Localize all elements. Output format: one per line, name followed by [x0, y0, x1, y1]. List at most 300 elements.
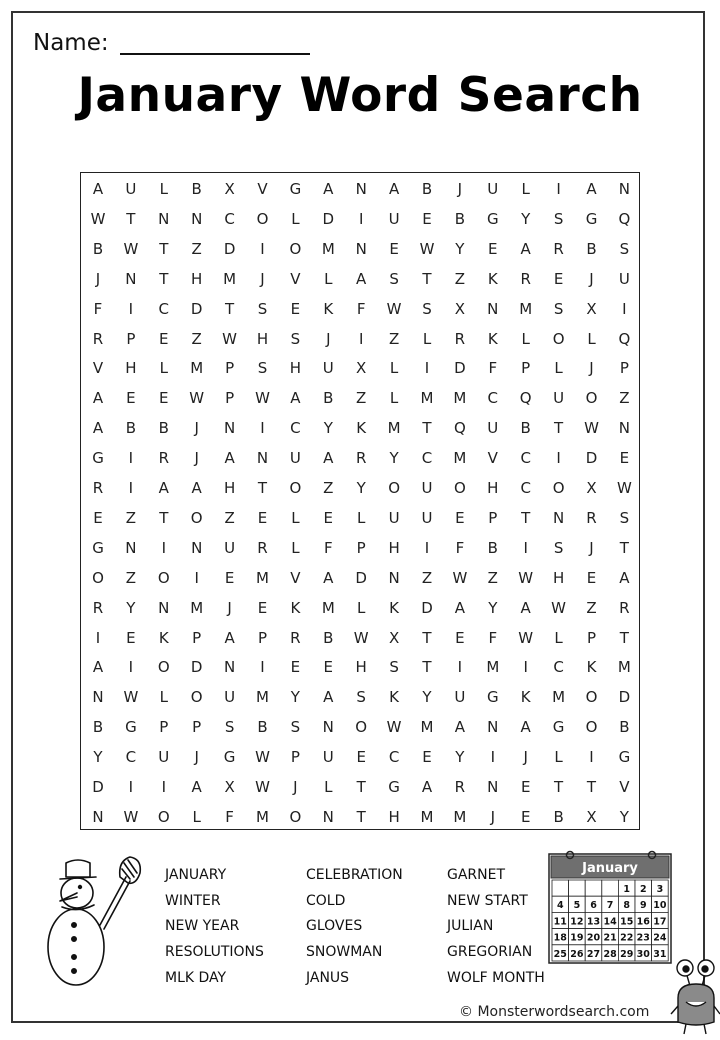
grid-letter: L — [159, 180, 168, 198]
grid-letter: W — [584, 419, 599, 438]
grid-letter: A — [356, 269, 367, 288]
grid-letter: I — [556, 180, 561, 198]
grid-letter: N — [618, 180, 630, 198]
grid-letter: C — [290, 419, 301, 438]
grid-letter: D — [355, 568, 367, 587]
grid-letter: O — [289, 479, 302, 497]
grid-letter: Z — [125, 508, 137, 527]
grid-letter: U — [322, 359, 334, 378]
grid-letter: B — [487, 538, 498, 557]
calendar-day: 30 — [636, 948, 650, 960]
grid-letter: R — [586, 508, 597, 527]
grid-letter: O — [256, 209, 269, 228]
grid-letter: X — [586, 479, 597, 497]
grid-letter: H — [355, 658, 367, 677]
grid-letter: W — [123, 807, 139, 826]
calendar-day: 6 — [590, 900, 597, 912]
grid-letter: I — [260, 419, 265, 438]
grid-letter: C — [224, 209, 235, 228]
grid-letter: B — [586, 239, 597, 258]
calendar-day: 12 — [570, 916, 584, 928]
grid-letter: R — [619, 598, 630, 617]
grid-letter: L — [357, 598, 366, 617]
grid-letter: I — [622, 299, 627, 318]
grid-letter: D — [223, 239, 236, 258]
calendar-cell — [569, 880, 586, 896]
grid-letter: Z — [356, 389, 367, 408]
grid-letter: E — [520, 807, 531, 826]
grid-letter: R — [520, 269, 531, 288]
grid-letter: Q — [618, 209, 631, 228]
grid-letter: E — [126, 389, 136, 408]
calendar-day: 9 — [639, 900, 647, 912]
grid-letter: A — [323, 568, 334, 587]
grid-letter: M — [321, 598, 335, 617]
grid-letter: I — [128, 658, 134, 677]
grid-letter: E — [520, 778, 531, 796]
grid-letter: P — [257, 628, 268, 647]
grid-letter: I — [358, 329, 364, 348]
grid-letter: A — [520, 718, 531, 737]
grid-letter: O — [157, 568, 170, 587]
grid-letter: M — [387, 419, 401, 438]
grid-letter: S — [553, 538, 564, 557]
grid-letter: B — [553, 807, 564, 826]
grid-letter: Z — [191, 329, 202, 348]
grid-letter: N — [158, 598, 170, 617]
grid-letter: M — [420, 807, 434, 826]
grid-letter: L — [554, 748, 563, 767]
calendar-day: 3 — [656, 884, 664, 895]
calendar-cell — [552, 880, 569, 896]
grid-letter: B — [191, 180, 202, 198]
grid-letter: O — [190, 688, 203, 707]
grid-letter: Z — [586, 598, 597, 617]
grid-letter: I — [424, 538, 430, 557]
grid-letter: N — [355, 239, 367, 258]
grid-letter: N — [158, 209, 170, 228]
grid-letter: T — [126, 209, 136, 228]
grid-letter: M — [453, 389, 467, 408]
grid-letter: A — [454, 718, 466, 737]
word-item: GARNET — [447, 867, 506, 883]
grid-letter: J — [589, 359, 594, 378]
grid-letter: J — [194, 419, 199, 438]
grid-letter: S — [553, 299, 564, 318]
grid-letter: W — [189, 389, 205, 408]
grid-letter: D — [421, 598, 433, 617]
grid-letter: V — [487, 449, 498, 468]
grid-letter: E — [455, 508, 465, 527]
grid-letter: D — [92, 778, 104, 796]
word-item: SNOWMAN — [306, 944, 383, 961]
word-item: JANUS — [306, 969, 350, 986]
grid-letter: X — [586, 299, 597, 318]
grid-letter: S — [290, 718, 301, 737]
grid-letter: Y — [455, 239, 465, 258]
grid-letter: K — [356, 419, 367, 438]
grid-letter: G — [618, 748, 631, 767]
grid-letter: A — [224, 628, 235, 647]
calendar-day: 14 — [603, 916, 617, 928]
grid-letter: H — [256, 329, 269, 348]
grid-letter: Y — [126, 598, 136, 617]
grid-letter: S — [290, 329, 301, 348]
grid-letter: X — [224, 180, 235, 198]
grid-letter: W — [518, 568, 534, 587]
grid-letter: S — [389, 658, 399, 677]
grid-letter: P — [159, 718, 169, 737]
grid-letter: K — [586, 658, 597, 677]
grid-letter: A — [92, 180, 104, 198]
grid-letter: B — [619, 718, 630, 737]
grid-letter: K — [389, 598, 400, 617]
grid-letter: I — [128, 299, 134, 318]
grid-letter: E — [323, 508, 334, 527]
grid-letter: C — [388, 748, 400, 767]
grid-letter: E — [126, 628, 136, 647]
name-blank-line — [120, 53, 310, 55]
grid-letter: P — [290, 748, 300, 767]
grid-letter: C — [553, 658, 564, 677]
grid-letter: R — [257, 538, 268, 557]
grid-letter: U — [487, 180, 499, 198]
grid-letter: E — [422, 209, 432, 228]
grid-letter: L — [291, 508, 300, 527]
grid-letter: G — [125, 718, 137, 737]
grid-letter: E — [586, 568, 597, 587]
calendar-day: 21 — [603, 932, 617, 944]
grid-letter: K — [158, 628, 169, 647]
calendar-day: 7 — [606, 900, 614, 912]
grid-letter: M — [256, 688, 269, 707]
grid-letter: A — [92, 419, 104, 438]
grid-letter: R — [92, 479, 104, 497]
grid-letter: K — [487, 329, 498, 348]
word-item: NEW START — [447, 892, 528, 909]
grid-letter: P — [356, 538, 366, 557]
grid-letter: S — [257, 299, 268, 318]
grid-letter: U — [125, 180, 137, 198]
grid-letter: A — [323, 688, 334, 707]
grid-letter: F — [225, 807, 234, 826]
grid-letter: J — [95, 269, 101, 288]
grid-letter: Q — [618, 329, 631, 348]
grid-letter: I — [358, 209, 364, 228]
grid-letter: W — [551, 598, 567, 617]
grid-letter: P — [192, 628, 202, 647]
grid-letter: E — [93, 508, 103, 527]
grid-letter: N — [552, 508, 565, 527]
grid-letter: D — [190, 299, 203, 318]
grid-letter: D — [618, 688, 631, 707]
grid-letter: T — [554, 778, 564, 796]
snowman-illustration — [44, 855, 154, 1005]
grid-letter: J — [260, 269, 265, 288]
grid-letter: M — [617, 658, 631, 677]
grid-letter: W — [353, 628, 369, 647]
grid-letter: L — [587, 329, 596, 348]
grid-letter: O — [453, 479, 466, 497]
grid-letter: W — [123, 239, 139, 258]
grid-letter: H — [125, 359, 137, 378]
grid-letter: I — [523, 538, 528, 557]
grid-letter: T — [619, 538, 629, 557]
calendar-cell — [585, 880, 602, 896]
letter-grid — [80, 172, 640, 830]
grid-letter: N — [223, 419, 236, 438]
grid-letter: B — [454, 209, 466, 228]
grid-letter: L — [554, 359, 563, 378]
calendar-illustration — [548, 850, 672, 964]
grid-letter: R — [290, 628, 301, 647]
calendar-day: 4 — [556, 900, 564, 912]
grid-letter: M — [256, 568, 269, 587]
grid-letter: L — [324, 269, 333, 288]
grid-letter: J — [490, 807, 496, 826]
grid-letter: B — [257, 718, 268, 737]
calendar-day: 10 — [653, 900, 667, 912]
grid-letter: G — [388, 778, 400, 796]
grid-letter: I — [161, 778, 167, 796]
grid-letter: I — [161, 538, 167, 557]
grid-letter: U — [421, 508, 433, 527]
calendar-day: 15 — [620, 916, 634, 928]
grid-letter: A — [290, 389, 301, 408]
grid-letter: J — [227, 598, 232, 617]
grid-letter: J — [326, 329, 331, 348]
grid-letter: F — [455, 538, 465, 557]
calendar-day: 29 — [620, 948, 634, 960]
grid-letter: U — [388, 209, 400, 228]
grid-letter: I — [260, 239, 265, 258]
grid-letter: U — [322, 748, 334, 767]
grid-letter: D — [322, 209, 335, 228]
grid-letter: W — [518, 628, 534, 647]
grid-letter: C — [421, 449, 433, 468]
grid-letter: L — [521, 180, 530, 198]
grid-letter: G — [552, 718, 565, 737]
grid-letter: T — [159, 239, 169, 258]
grid-letter: U — [454, 688, 466, 707]
grid-letter: V — [290, 269, 301, 288]
grid-letter: Z — [191, 239, 202, 258]
calendar-day: 23 — [636, 932, 650, 944]
grid-letter: I — [556, 449, 561, 468]
calendar-day: 2 — [639, 884, 647, 895]
grid-letter: R — [454, 329, 466, 348]
grid-letter: S — [619, 239, 630, 258]
grid-letter: S — [257, 359, 268, 378]
grid-letter: L — [389, 389, 399, 408]
grid-letter: L — [357, 508, 366, 527]
grid-letter: A — [92, 658, 104, 677]
grid-letter: U — [388, 508, 400, 527]
grid-letter: H — [223, 479, 236, 497]
grid-letter: N — [92, 807, 104, 826]
grid-letter: G — [223, 748, 236, 767]
grid-letter: P — [586, 628, 597, 647]
grid-letter: J — [293, 778, 298, 796]
grid-letter: W — [222, 329, 238, 348]
grid-letter: N — [487, 299, 499, 318]
grid-letter: L — [159, 359, 168, 378]
grid-letter: M — [420, 389, 434, 408]
grid-letter: O — [585, 718, 598, 737]
grid-letter: P — [192, 718, 202, 737]
grid-letter: U — [487, 419, 499, 438]
grid-letter: U — [289, 449, 301, 468]
grid-letter: M — [453, 807, 467, 826]
calendar-day: 11 — [553, 916, 567, 928]
calendar-day: 20 — [586, 932, 601, 944]
grid-letter: A — [323, 180, 334, 198]
grid-letter: Z — [224, 508, 235, 527]
grid-letter: O — [157, 807, 170, 826]
grid-letter: A — [454, 598, 466, 617]
grid-letter: M — [453, 449, 467, 468]
grid-letter: A — [191, 778, 202, 796]
grid-letter: C — [520, 449, 531, 468]
grid-letter: H — [552, 568, 565, 587]
grid-letter: L — [291, 209, 300, 228]
grid-letter: F — [93, 299, 103, 318]
grid-letter: O — [585, 389, 598, 408]
grid-letter: E — [323, 658, 334, 677]
grid-letter: G — [289, 180, 302, 198]
grid-letter: P — [126, 329, 136, 348]
word-item: RESOLUTIONS — [165, 944, 264, 961]
grid-letter: F — [323, 538, 333, 557]
copyright-text: © Monsterwordsearch.com — [459, 1004, 650, 1020]
grid-letter: U — [421, 479, 433, 497]
grid-letter: U — [618, 269, 630, 288]
grid-letter: I — [424, 359, 430, 378]
word-item: WOLF MONTH — [447, 969, 545, 986]
grid-letter: W — [419, 239, 435, 258]
grid-letter: W — [386, 299, 402, 318]
grid-letter: M — [190, 598, 204, 617]
grid-letter: N — [322, 807, 334, 826]
word-item: COLD — [306, 892, 346, 909]
grid-letter: A — [224, 449, 235, 468]
calendar-day: 22 — [620, 932, 634, 944]
grid-letter: B — [158, 419, 169, 438]
grid-letter: E — [488, 239, 498, 258]
grid-letter: N — [487, 718, 499, 737]
grid-letter: N — [256, 449, 269, 468]
grid-letter: I — [95, 628, 101, 647]
grid-letter: A — [388, 180, 400, 198]
word-item: GLOVES — [306, 918, 363, 935]
grid-letter: M — [321, 239, 335, 258]
grid-letter: B — [520, 419, 531, 438]
grid-letter: A — [92, 389, 104, 408]
word-column-1 — [165, 864, 264, 992]
grid-letter: I — [194, 568, 199, 587]
grid-letter: I — [128, 479, 134, 497]
grid-letter: U — [158, 748, 170, 767]
grid-letter: I — [523, 658, 528, 677]
grid-letter: L — [192, 807, 201, 826]
calendar-day: 28 — [603, 948, 617, 960]
grid-letter: W — [452, 568, 468, 587]
grid-letter: E — [224, 568, 235, 587]
grid-letter: N — [322, 718, 334, 737]
grid-letter: O — [289, 807, 302, 826]
grid-letter: W — [123, 688, 139, 707]
grid-letter: V — [619, 778, 630, 796]
grid-letter: Z — [454, 269, 466, 288]
calendar-day: 24 — [653, 932, 667, 944]
grid-letter: A — [158, 479, 169, 497]
grid-letter: J — [589, 269, 594, 288]
grid-letter: L — [422, 329, 432, 348]
grid-letter: O — [92, 568, 104, 587]
grid-letter: H — [388, 538, 400, 557]
grid-letter: L — [159, 688, 168, 707]
grid-letter: E — [290, 658, 301, 677]
grid-letter: L — [291, 538, 300, 557]
grid-letter: T — [356, 807, 366, 826]
grid-letter: W — [90, 209, 106, 228]
grid-letter: M — [420, 718, 434, 737]
grid-letter: W — [255, 748, 270, 767]
grid-letter: N — [355, 180, 367, 198]
grid-letter: Z — [421, 568, 433, 587]
grid-letter: T — [356, 778, 366, 796]
grid-letter: L — [521, 329, 530, 348]
grid-letter: Z — [388, 329, 400, 348]
grid-letter: M — [486, 658, 500, 677]
grid-letter: Y — [356, 479, 366, 497]
grid-letter: W — [616, 479, 632, 497]
grid-letter: I — [490, 748, 496, 767]
grid-letter: U — [224, 688, 236, 707]
grid-letter: Y — [389, 449, 399, 468]
grid-letter: N — [487, 778, 499, 796]
grid-letter: L — [389, 359, 399, 378]
grid-letter: J — [457, 180, 463, 198]
grid-letter: N — [618, 419, 630, 438]
grid-letter: N — [92, 688, 104, 707]
grid-letter: B — [92, 239, 104, 258]
grid-letter: J — [194, 748, 199, 767]
grid-letter: R — [92, 598, 104, 617]
grid-letter: A — [586, 180, 597, 198]
grid-letter: T — [422, 628, 432, 647]
grid-letter: S — [224, 718, 235, 737]
grid-letter: C — [158, 299, 170, 318]
grid-letter: B — [323, 389, 334, 408]
grid-letter: E — [159, 329, 169, 348]
grid-letter: T — [554, 419, 564, 438]
grid-letter: E — [290, 299, 301, 318]
grid-letter: I — [589, 748, 594, 767]
grid-letter: O — [585, 688, 598, 707]
grid-letter: O — [552, 329, 565, 348]
grid-letter: B — [421, 180, 433, 198]
grid-letter: S — [389, 269, 399, 288]
grid-letter: E — [553, 269, 564, 288]
grid-letter: Y — [422, 688, 432, 707]
grid-letter: Y — [455, 748, 465, 767]
grid-letter: E — [356, 748, 366, 767]
grid-letter: E — [422, 748, 432, 767]
grid-letter: A — [520, 598, 531, 617]
grid-letter: E — [257, 508, 268, 527]
grid-letter: K — [520, 688, 531, 707]
